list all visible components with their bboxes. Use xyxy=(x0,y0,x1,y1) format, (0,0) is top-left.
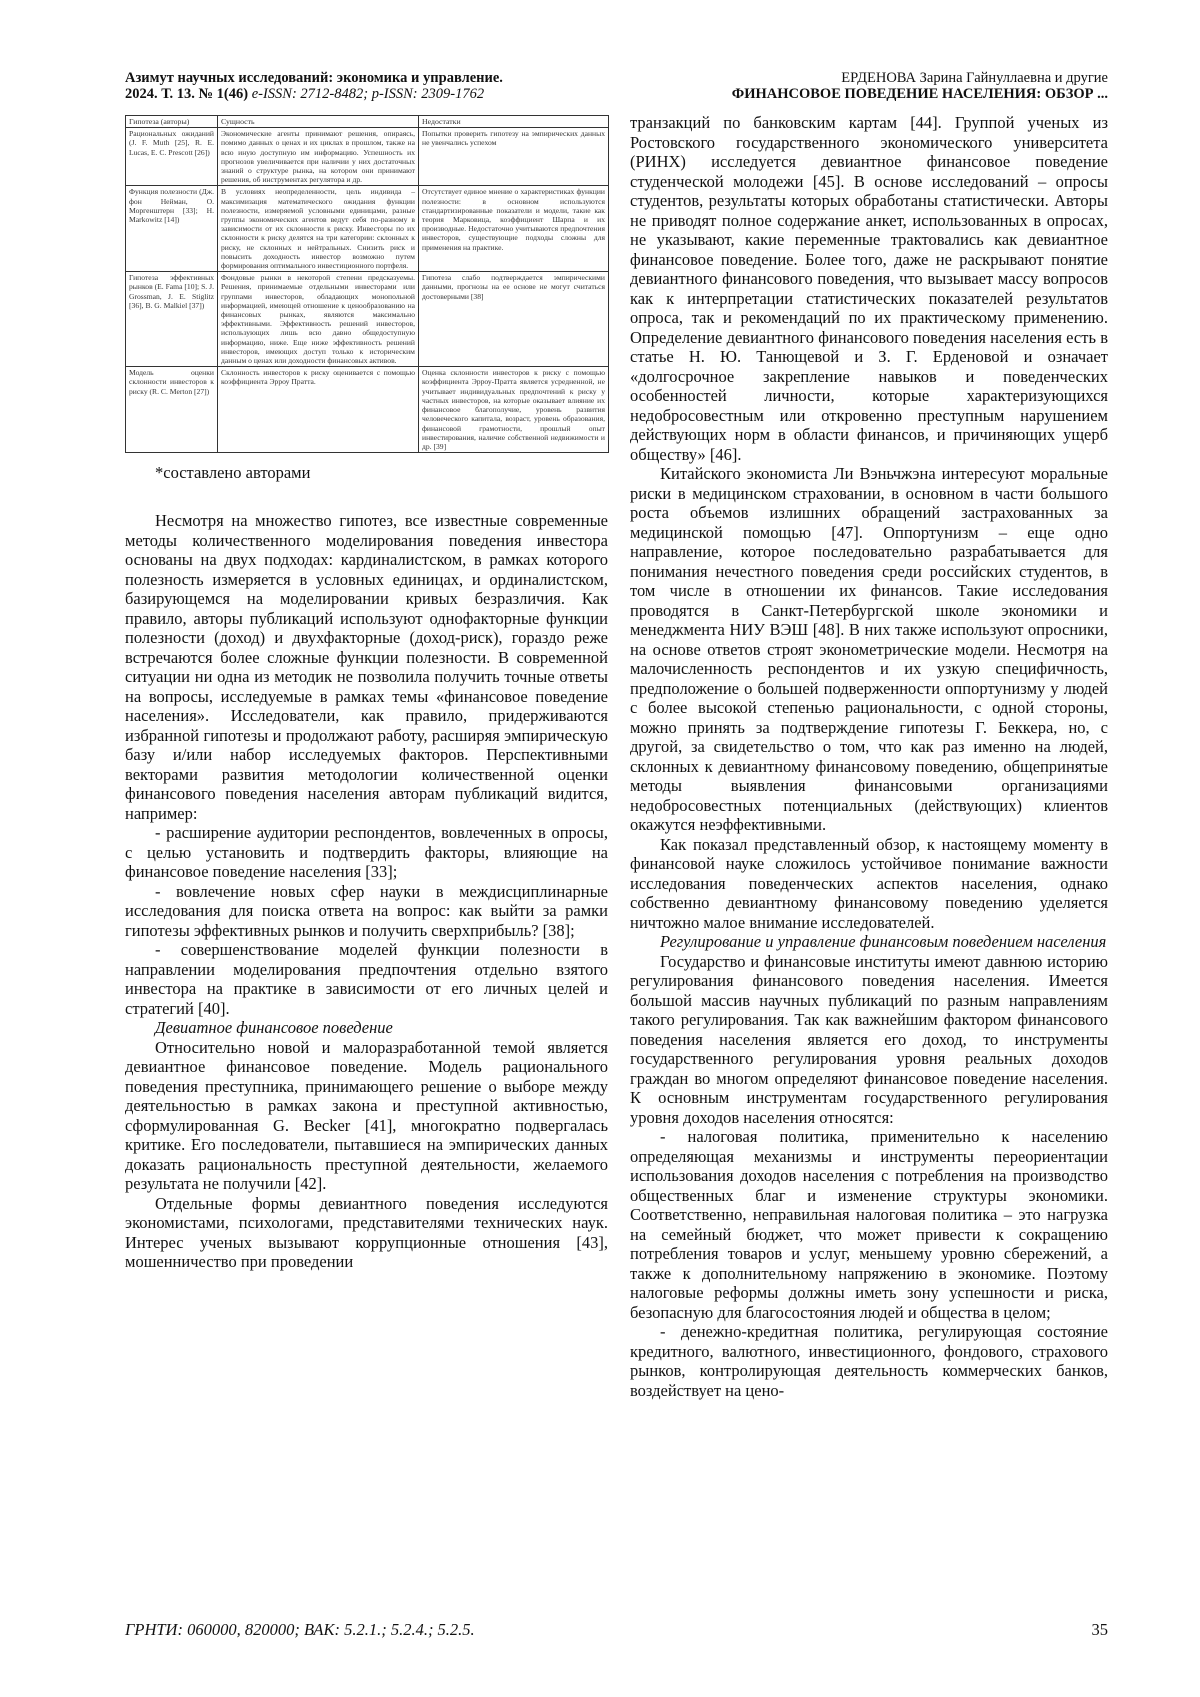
drawbacks-cell: Оценка склонности инвесторов к риску с помощью коэффициента Эрроу-Пратта является усредненной, не учитывает индивидуальных предпочтений к риску у частных инвесторов, на которые оказывает влияние их финансовое благополучие, уровень развития человеческого капитала, возраст, уровень образования, финансовой грамотности, прошлый опыт инвестирования, наличие собственной недвижимости и др. [39] xyxy=(419,367,609,453)
table-header-cell: Недостатки xyxy=(419,116,609,128)
drawbacks-cell: Гипотеза слабо подтверждается эмпирическими данными, прогнозы на ее основе не могут считаться достоверными [38] xyxy=(419,272,609,367)
table-header-cell: Сущность xyxy=(218,116,419,128)
running-header-right xyxy=(568,70,1108,102)
drawbacks-cell: Попытки проверить гипотезу на эмпирических данных не увенчались успехом xyxy=(419,128,609,186)
paragraph: Китайского экономиста Ли Вэньчжэна интересуют моральные риски в медицинском страховании, в основном в части большого роста объемов излишних обращений застрахованных за медицинской помощью [47]. Оппортунизм – еще одно направление, которое последовательно разрабатывается для понимания нечестного поведения среди российских студентов, в том числе в отношении их финансов. Такие исследования проводятся в Санкт-Петербургской школе экономики и менеджмента НИУ ВЭШ [48]. В них также используют опросники, на основе ответов строят эконометрические модели. Несмотря на малочисленность респондентов и их узкую специфичность, предположение о большей подверженности оппортунизму у людей с более высокой степенью рациональности, с одной стороны, можно принять за подтверждение гипотезы Г. Беккера, но, с другой, за свидетельство о том, что как раз именно на людей, склонных к девиантному финансовому поведению, общепринятые методы выявления финансовыми организациями недобросовестных потенциальных (действующих) клиентов окажутся неэффективными. xyxy=(630,464,1108,834)
table-header-cell: Гипотеза (авторы) xyxy=(126,116,218,128)
essence-cell: В условиях неопределенности, цель индивида – максимизация математического ожидания функции полезности, измеряемой условными единицами, разные группы экономических агентов ведут себя по-разному в зависимости от их склонности к риску. Инвесторы по их склонности к риску делятся на три категории: склонных к риску, не склонных и нейтральных. Снизить риск и повысить доходность инвестор возможно путем формирования оптимального инвестиционного портфеля. xyxy=(218,186,419,272)
table-header-row xyxy=(126,116,609,128)
essence-cell: Склонность инвесторов к риску оценивается с помощью коэффициента Эрроу Пратта. xyxy=(218,367,419,453)
table-row xyxy=(126,128,609,186)
hypotheses-table xyxy=(125,115,609,453)
hypothesis-cell: Гипотеза эффективных рынков (E. Fama [10]; S. J. Grossman, J. E. Stiglitz [36], B. G. Malkiel [37]) xyxy=(126,272,218,367)
paragraph: - расширение аудитории респондентов, вовлеченных в опросы, с целью установить и подтвердить факторы, влияющие на финансовое поведение населения [33]; xyxy=(125,823,608,882)
essence-cell: Экономические агенты принимают решения, опираясь, помимо данных о ценах и их циклах в прошлом, также на всю иную доступную им информацию. Успешность их прогнозов увеличивается при наличии у них достаточных знаний о структуре рынка, на котором они принимают решения, об инструментах регулятора и др. xyxy=(218,128,419,186)
paragraph: Государство и финансовые институты имеют давнюю историю регулирования финансового поведения населения. Имеется большой массив научных публикаций по разным направлениям такого регулирования. Так как важнейшим фактором финансового поведения населения является его доход, то инструменты государственного регулирования уровня реальных доходов граждан во многом определяют финансовое поведение населения. К основным инструментам государственного регулирования уровня доходов населения относятся: xyxy=(630,951,1108,1127)
paragraph: Как показал представленный обзор, к настоящему моменту в финансовой науке сложилось устойчивое понимание важности исследования поведенческих аспектов населения, однако собственно девиантному финансовому поведению уделяется ничтожно малое внимание исследователей. xyxy=(630,834,1108,932)
table-row xyxy=(126,272,609,367)
section-subheading: Девиатное финансовое поведение xyxy=(155,1018,393,1038)
article-title: ФИНАНСОВОЕ ПОВЕДЕНИЕ НАСЕЛЕНИЯ: ОБЗОР ... xyxy=(731,86,1108,102)
hypothesis-cell: Функция полезности (Дж. фон Нейман, О. Моргенштерн [33]; Н. Markowitz [14]) xyxy=(126,186,218,272)
right-column xyxy=(630,113,1108,1400)
table-source-note: *составлено авторами xyxy=(155,463,311,483)
paragraph: - вовлечение новых сфер науки в междисциплинарные исследования для поиска ответа на вопрос: как выйти за рамки гипотезы эффективных рынков и получить сверхприбыль? [38]; xyxy=(125,881,608,940)
essence-cell: Фондовые рынки в некоторой степени предсказуемы. Решения, принимаемые отдельными инвесторами или группами инвесторов, обладающих монопольной информацией, имеющей отношение к ценообразованию на финансовых рынках, являются максимально эффективными. Эффективность решений инвесторов, использующих лишь всю давно общедоступную информацию, ниже. Еще ниже эффективность решений инвесторов, имеющих доступ только к историческим данным о ценах или доходности финансовых активов. xyxy=(218,272,419,367)
table-row xyxy=(126,367,609,453)
paragraph: - налоговая политика, применительно к населению определяющая механизмы и инструменты переориентации использования доходов населения с потребления на производство общественных благ и изменение структуры экономики. Соответственно, неправильная налоговая политика – это нагрузка на семейный бюджет, что может привести к сокращению потребления товаров и услуг, меньшему уровню сбережений, а также к дополнительному напряжению в экономике. Поэтому налоговые реформы должны иметь зону успешности и риска, безопасную для благосостояния людей и общества в целом; xyxy=(630,1127,1108,1322)
paragraph: транзакций по банковским картам [44]. Группой ученых из Ростовского государственного экономического университета (РИНХ) исследуется девиантное финансовое поведение студенческой молодежи [45]. В основе исследований – опросы студентов, результаты которых обработаны статистически. Авторы не приводят полное содержание анкет, использованных в опросах, не указывают, какие переменные трактовались как девиантное финансовое поведение. Более того, даже не раскрывают понятие девиантного финансового поведения, что вызывает массу вопросов как к интерпретации статистических показателей результатов опроса, так и рекомендаций по их практическому применению. Определение девиантного финансового поведения населения есть в статье Н. Ю. Танющевой и З. Г. Ерденовой и означает «долгосрочное закрепление навыков и поведенческих особенностей личности, которые характеризующихся недобросовестным или откровенно преступным нарушением действующих норм в области финансов, и причиняющих ущерб обществу» [46]. xyxy=(630,113,1108,464)
footer-classification-codes: ГРНТИ: 060000, 820000; ВАК: 5.2.1.; 5.2.4.; 5.2.5. xyxy=(125,1620,475,1639)
table-row xyxy=(126,186,609,272)
paragraph: - денежно-кредитная политика, регулирующая состояние кредитного, валютного, инвестиционного, фондового, страхового рынков, контролирующая деятельность коммерческих банков, воздействует на цено- xyxy=(630,1322,1108,1400)
issue-number: 2024. Т. 13. № 1(46) xyxy=(125,86,252,102)
issn: e-ISSN: 2712-8482; p-ISSN: 2309-1762 xyxy=(251,86,485,102)
paragraph: - совершенствование моделей функции полезности в направлении моделирования предпочтения отдельно взятого инвестора на практике в зависимости от его личных целей и стратегий [40]. xyxy=(125,940,608,1018)
page-number: 35 xyxy=(1091,1620,1108,1639)
paragraph: Отдельные формы девиантного поведения исследуются экономистами, психологами, представителями технических наук. Интерес ученых вызывают коррупционные отношения [43], мошенничество при проведении xyxy=(125,1193,608,1272)
paragraph: Относительно новой и малоразработанной темой является девиантное финансовое поведение. Модель рационального поведения преступника, принимающего решение о выборе между деятельностью в рамках закона и преступной активностью, сформулированная G. Becker [41], многократно подвергалась критике. Его последователи, пытавшиеся на эмпирических данных доказать рациональность преступной деятельности, желаемого результата не получили [42]. xyxy=(125,1037,608,1194)
hypothesis-cell: Модель оценки склонности инвесторов к риску (R. C. Merton [27]) xyxy=(126,367,218,453)
paragraph: Несмотря на множество гипотез, все известные современные методы количественного моделирования поведения инвестора основаны на двух подходах: кардиналистском, в рамках которого полезность измеряется в условных единицах, и ординалистском, базирующемся на моделировании кривых безразличия. Как правило, авторы публикаций используют однофакторные функции полезности (доход) и двухфакторные (доход-риск), гораздо реже встречаются более сложные функции полезности. В современной ситуации ни одна из методик не позволила получить точные ответы на вопросы, исследуемые в рамках темы «финансовое поведение населения». Исследователи, как правило, придерживаются избранной гипотезы и продолжают работу, расширяя эмпирическую базу и/или набор исследуемых факторов. Перспективными векторами развития методологии количественной оценки финансового поведения населения авторам публикаций видится, например: xyxy=(125,511,608,823)
section-subheading: Регулирование и управление финансовым поведением населения xyxy=(660,932,1107,951)
left-column xyxy=(125,115,608,1272)
hypothesis-cell: Рациональных ожиданий (J. F. Muth [25], R. E. Lucas, E. C. Prescott [26]) xyxy=(126,128,218,186)
drawbacks-cell: Отсутствует единое мнение о характеристиках функции полезности: в основном используются стандартизированные показатели и модели, такие как теория Марковица, коэффициент Шарпа и их производные. Недостаточно учитываются предпочтения инвесторов, существующие подходы сложны для применения на практике. xyxy=(419,186,609,272)
journal-name: Азимут научных исследований: экономика и управление. xyxy=(125,70,503,86)
left-body-text xyxy=(125,511,608,1272)
article-authors: ЕРДЕНОВА Зарина Гайнуллаевна и другие xyxy=(841,70,1108,86)
